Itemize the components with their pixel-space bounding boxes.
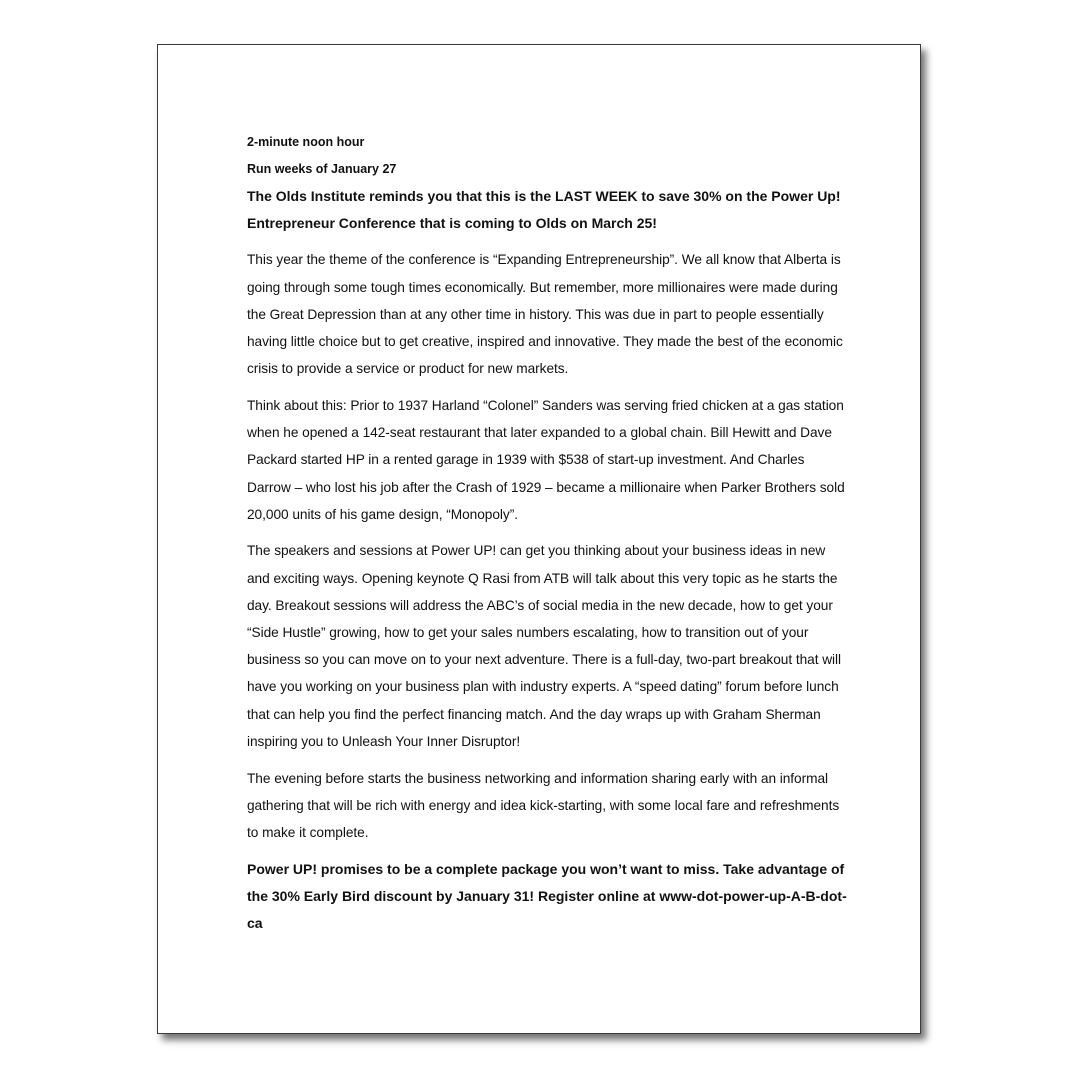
document-page [157,44,921,1034]
document-body [247,129,847,937]
paragraph-speakers: The speakers and sessions at Power UP! can get you thinking about your business ideas in new and exciting ways. Opening keynote Q Rasi from ATB will talk about this very topic as he starts the day. Breakout sessions will address the ABC’s of social media in the new decade, how to get your “Side Hustle” growing, how to get your sales numbers escalating, how to transition out of your business so you can move on to your next adventure. There is a full-day, two-part breakout that will have you working on your business plan with industry experts. A “speed dating” forum before lunch that can help you find the perfect financing match. And the day wraps up with Graham Sherman inspiring you to Unleash Your Inner Disruptor! [247,543,842,749]
duration-label: 2-minute noon hour [247,135,365,149]
run-schedule-label: Run weeks of January 27 [247,162,397,176]
closing-call-to-action: Power UP! promises to be a complete package you won’t want to miss. Take advantage of the 30% Early Bird discount by January 31! Register online at www-dot-power-up-A-B-dot-ca [247,860,847,932]
paragraph-examples: Think about this: Prior to 1937 Harland “Colonel” Sanders was serving fried chicken at a gas station when he opened a 142-seat restaurant that later expanded to a global chain. Bill Hewitt and Dave Packard started HP in a rented garage in 1939 with $538 of start-up investment. And Charles Darrow – who lost his job after the Crash of 1929 – became a millionaire when Parker Brothers sold 20,000 units of his game design, “Monopoly”. [247,397,845,522]
paragraph-theme: This year the theme of the conference is “Expanding Entrepreneurship”. We all know that Alberta is going through some tough times economically. But remember, more millionaires were made during the Great Depression than at any other time in history. This was due in part to people essentially having little choice but to get creative, inspired and innovative. They made the best of the economic crisis to provide a service or product for new markets. [247,252,843,377]
headline: The Olds Institute reminds you that this is the LAST WEEK to save 30% on the Power Up! Entrepreneur Conference that is coming to Olds on March 25! [247,188,841,232]
paragraph-evening: The evening before starts the business networking and information sharing early with an informal gathering that will be rich with energy and idea kick-starting, with some local fare and refreshments to make it complete. [247,770,840,840]
